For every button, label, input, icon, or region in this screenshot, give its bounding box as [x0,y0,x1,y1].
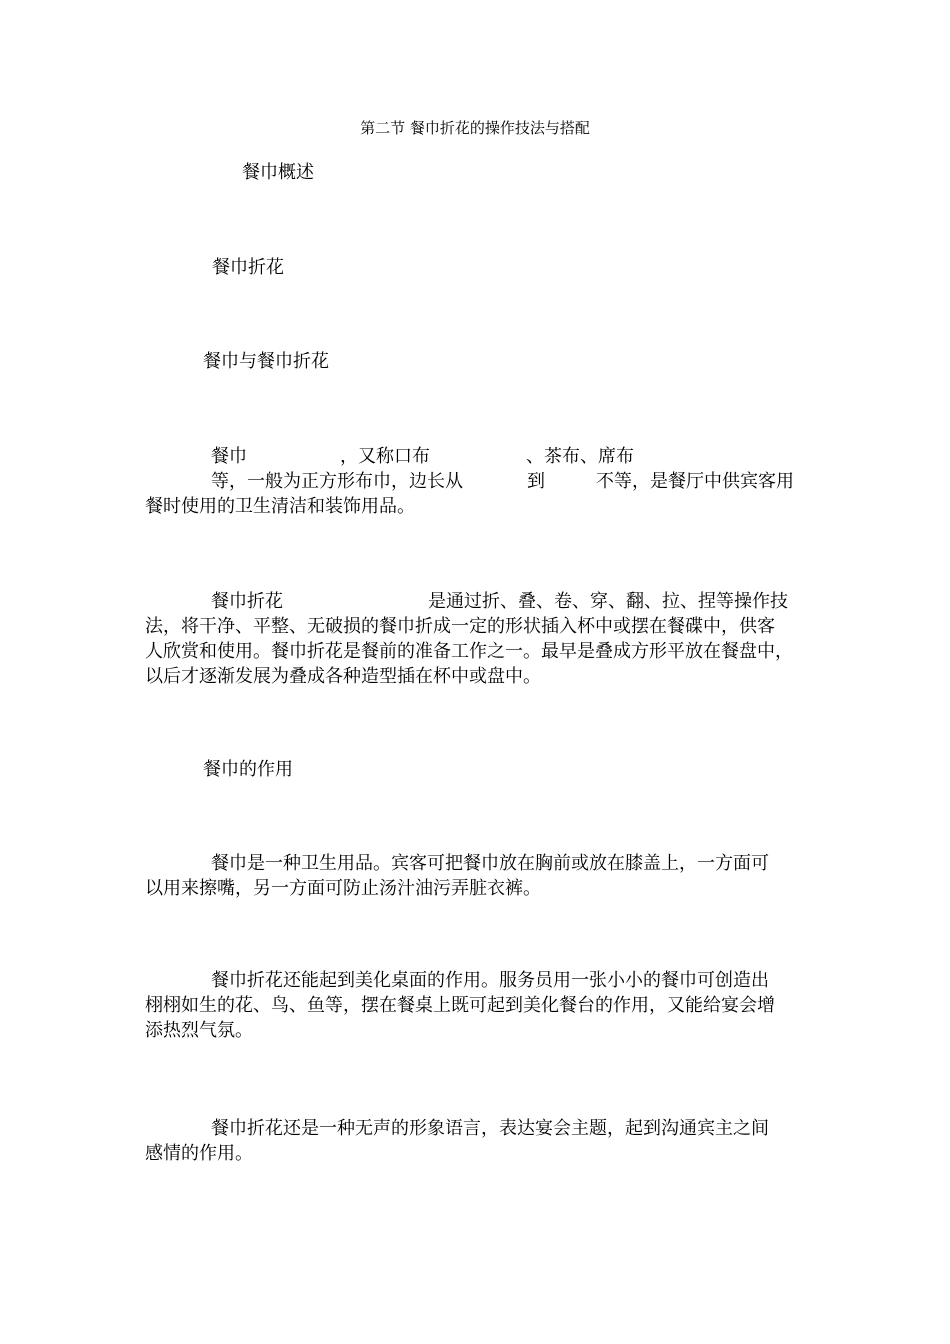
text-line: 餐时使用的卫生清洁和装饰用品。 [145,496,415,517]
paragraph-folding-definition [145,589,807,689]
text-segment: 餐巾折花 [211,591,283,612]
text-line: 餐巾折花还是一种无声的形象语言，表达宴会主题，起到沟通宾主之间 [211,1118,769,1139]
text-segment: 不等，是餐厅中供宾客用 [596,471,794,492]
heading-overview: 餐巾概述 [242,162,314,183]
text-line: 法，将干净、平整、无破损的餐巾折成一定的形状插入杯中或摆在餐碟中，供客 [145,616,775,637]
paragraph-function-hygiene [145,851,807,901]
text-line: 以后才逐渐发展为叠成各种造型插在杯中或盘中。 [145,666,541,687]
text-segment: 餐巾 [211,446,247,467]
text-line: 以用来擦嘴，另一方面可防止汤汁油污弄脏衣裤。 [145,878,541,899]
section-title: 第二节 餐巾折花的操作技法与搭配 [360,119,590,137]
text-segment: ，又称口布 [340,446,430,467]
text-line [145,469,807,494]
paragraph-function-decoration [145,968,807,1043]
paragraph-napkin-definition [145,444,807,519]
text-segment: 、茶布、席布 [526,446,634,467]
heading-napkin-and-folding: 餐巾与餐巾折花 [203,351,329,372]
text-line [145,444,807,469]
text-line [145,589,807,614]
heading-function: 餐巾的作用 [203,759,293,780]
text-line: 餐巾折花还能起到美化桌面的作用。服务员用一张小小的餐巾可创造出 [211,970,769,991]
text-segment: 到 [527,471,545,492]
text-segment: 是通过折、叠、卷、穿、翻、拉、捏等操作技 [428,591,788,612]
text-line: 感情的作用。 [145,1143,253,1164]
heading-folding: 餐巾折花 [212,257,284,278]
text-line: 餐巾是一种卫生用品。宾客可把餐巾放在胸前或放在膝盖上，一方面可 [211,853,769,874]
paragraph-function-language [145,1116,807,1166]
text-segment: 等，一般为正方形布巾，边长从 [211,471,463,492]
text-line: 人欣赏和使用。餐巾折花是餐前的准备工作之一。最早是叠成方形平放在餐盘中， [145,641,793,662]
text-line: 添热烈气氛。 [145,1020,253,1041]
text-line: 栩栩如生的花、鸟、鱼等，摆在餐桌上既可起到美化餐台的作用，又能给宴会增 [145,995,775,1016]
